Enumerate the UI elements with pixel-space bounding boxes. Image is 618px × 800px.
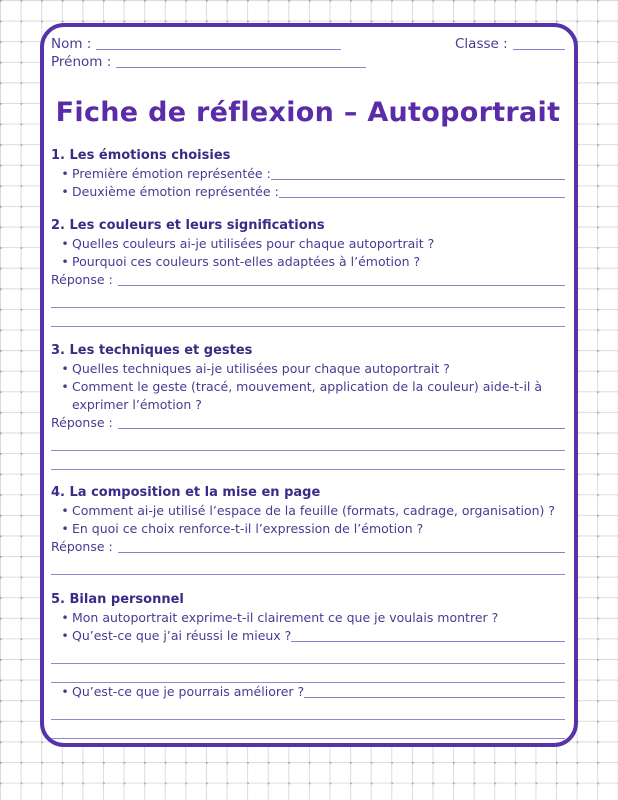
answer-line[interactable]: [51, 556, 565, 575]
section-heading: 1. Les émotions choisies: [51, 148, 231, 163]
bullet-item: [51, 378, 565, 414]
section-bilan: [51, 591, 565, 739]
bullet-icon: •: [61, 236, 69, 251]
bullet-icon: •: [61, 610, 69, 625]
answer-line[interactable]: [118, 428, 565, 429]
worksheet-card: [40, 23, 578, 747]
bullet-item: [51, 520, 565, 538]
bullet-icon: •: [61, 166, 69, 181]
section-composition: [51, 484, 565, 575]
response-row: [51, 414, 565, 432]
bullet-text: Quelles couleurs ai-je utilisées pour chaque autoportrait ?: [72, 236, 435, 251]
answer-line[interactable]: [51, 645, 565, 664]
section-techniques: [51, 342, 565, 470]
bullet-item: [51, 360, 565, 378]
prenom-field: [51, 53, 366, 71]
answer-line[interactable]: [271, 179, 565, 180]
answer-line[interactable]: [118, 552, 565, 553]
response-row: [51, 538, 565, 556]
answer-line[interactable]: [118, 285, 565, 286]
bullet-text: Qu’est-ce que je pourrais améliorer ?: [72, 684, 305, 699]
response-row: [51, 271, 565, 289]
answer-line[interactable]: [51, 289, 565, 308]
nom-answer-line[interactable]: [96, 49, 341, 50]
bullet-icon: •: [61, 503, 69, 518]
bullet-icon: •: [61, 361, 69, 376]
bullet-item: [51, 183, 565, 201]
bullet-text: Quelles techniques ai-je utilisées pour chaque autoportrait ?: [72, 361, 450, 376]
answer-line[interactable]: [51, 451, 565, 470]
answer-line[interactable]: [51, 701, 565, 720]
answer-line[interactable]: [279, 197, 565, 198]
bullet-item: [51, 165, 565, 183]
answer-line[interactable]: [291, 641, 565, 642]
classe-field: [455, 35, 565, 53]
bullet-text: Mon autoportrait exprime-t-il clairement ce que je voulais montrer ?: [72, 610, 499, 625]
response-label: Réponse :: [51, 415, 113, 430]
header-row-2: [51, 53, 565, 71]
bullet-text: Pourquoi ces couleurs sont-elles adaptées à l’émotion ?: [72, 254, 421, 269]
bullet-icon: •: [61, 184, 69, 199]
section-couleurs: [51, 217, 565, 327]
bullet-icon: •: [61, 379, 69, 394]
nom-field: [51, 35, 341, 53]
answer-line[interactable]: [51, 308, 565, 327]
response-label: Réponse :: [51, 539, 113, 554]
bullet-text: Première émotion représentée :: [72, 166, 271, 181]
section-heading: 4. La composition et la mise en page: [51, 485, 321, 500]
bullet-text: Comment le geste (tracé, mouvement, application de la couleur) aide-t-il à exprimer l’émotion ?: [72, 379, 543, 412]
answer-line[interactable]: [51, 664, 565, 683]
bullet-item: [51, 253, 565, 271]
header-row-1: [51, 35, 565, 53]
bullet-icon: •: [61, 628, 69, 643]
nom-label: Nom :: [51, 36, 92, 52]
section-heading: 5. Bilan personnel: [51, 592, 184, 607]
response-label: Réponse :: [51, 272, 113, 287]
bullet-text: Deuxième émotion représentée :: [72, 184, 279, 199]
bullet-item: [51, 609, 565, 627]
bullet-item: [51, 627, 565, 645]
section-heading: 2. Les couleurs et leurs significations: [51, 218, 325, 233]
bullet-text: Comment ai-je utilisé l’espace de la feuille (formats, cadrage, organisation) ?: [72, 503, 556, 518]
prenom-label: Prénom :: [51, 54, 112, 70]
bullet-text: En quoi ce choix renforce-t-il l’expression de l’émotion ?: [72, 521, 424, 536]
page-title: Fiche de réflexion – Autoportrait: [55, 97, 561, 128]
bullet-icon: •: [61, 254, 69, 269]
answer-line[interactable]: [51, 432, 565, 451]
bullet-icon: •: [61, 521, 69, 536]
classe-answer-line[interactable]: [513, 49, 565, 50]
prenom-answer-line[interactable]: [116, 67, 366, 68]
bullet-icon: •: [61, 684, 69, 699]
bullet-item: [51, 235, 565, 253]
bullet-item: [51, 683, 565, 701]
bullet-text: Qu’est-ce que j’ai réussi le mieux ?: [72, 628, 292, 643]
bullet-item: [51, 502, 565, 520]
section-emotions: [51, 147, 565, 201]
answer-line[interactable]: [304, 697, 565, 698]
section-heading: 3. Les techniques et gestes: [51, 343, 253, 358]
answer-line[interactable]: [51, 720, 565, 739]
classe-label: Classe :: [455, 36, 508, 52]
